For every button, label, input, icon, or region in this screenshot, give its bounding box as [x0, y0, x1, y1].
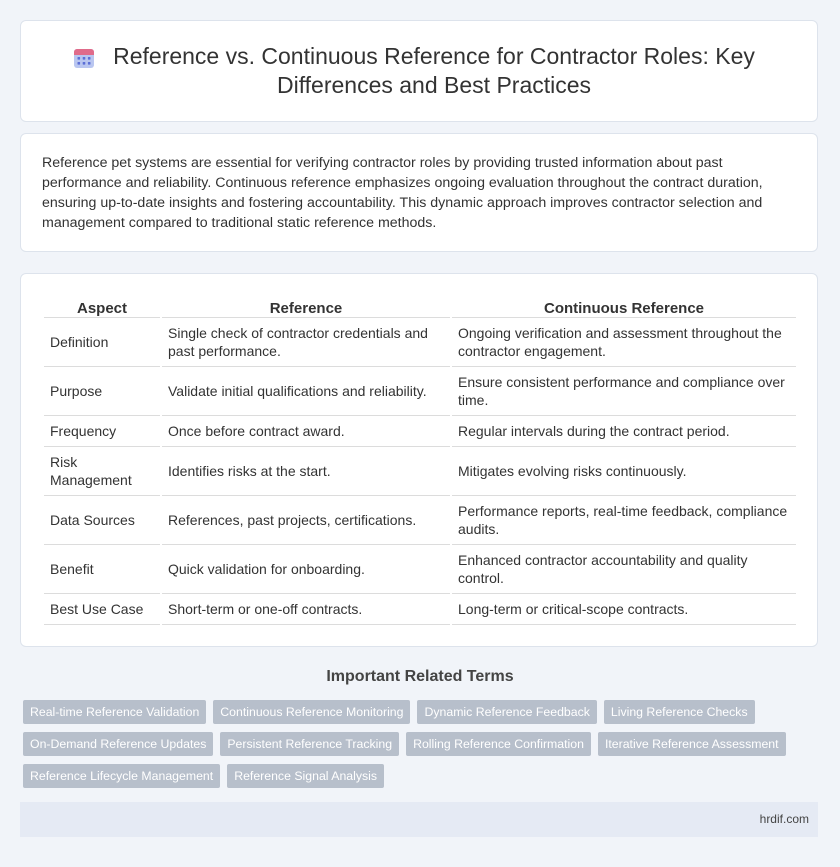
- footer-site-link[interactable]: hrdif.com: [759, 812, 809, 826]
- table-cell: Long-term or critical-scope contracts.: [452, 594, 796, 625]
- term-tag[interactable]: Rolling Reference Confirmation: [406, 732, 591, 756]
- table-row: [44, 367, 796, 416]
- term-tag[interactable]: On-Demand Reference Updates: [23, 732, 213, 756]
- table-cell: Risk Management: [44, 447, 160, 496]
- table-cell: Ensure consistent performance and compliance over time.: [452, 367, 796, 416]
- table-cell: Purpose: [44, 367, 160, 416]
- footer: [20, 802, 818, 837]
- table-cell: Mitigates evolving risks continuously.: [452, 447, 796, 496]
- table-cell: Ongoing verification and assessment throughout the contractor engagement.: [452, 318, 796, 367]
- table-row: [44, 496, 796, 545]
- term-tag[interactable]: Continuous Reference Monitoring: [213, 700, 410, 724]
- table-cell: Performance reports, real-time feedback, compliance audits.: [452, 496, 796, 545]
- table-row: [44, 318, 796, 367]
- related-terms-heading: Important Related Terms: [326, 668, 514, 685]
- table-cell: Single check of contractor credentials and past performance.: [162, 318, 450, 367]
- table-cell: Frequency: [44, 416, 160, 447]
- table-cell: Short-term or one-off contracts.: [162, 594, 450, 625]
- term-tag[interactable]: Reference Signal Analysis: [227, 764, 384, 788]
- table-row: [44, 447, 796, 496]
- table-cell: Data Sources: [44, 496, 160, 545]
- header-reference: Reference: [162, 295, 450, 318]
- page-title: Reference vs. Continuous Reference for Contractor Roles: Key Differences and Best Practices: [113, 43, 755, 98]
- table-row: [44, 594, 796, 625]
- table-cell: Definition: [44, 318, 160, 367]
- term-tag[interactable]: Dynamic Reference Feedback: [417, 700, 596, 724]
- term-tag[interactable]: Living Reference Checks: [604, 700, 755, 724]
- table-cell: Identifies risks at the start.: [162, 447, 450, 496]
- related-terms-list: [23, 700, 803, 788]
- comparison-card: [20, 273, 818, 647]
- table-row: [44, 416, 796, 447]
- header-aspect: Aspect: [44, 295, 160, 318]
- term-tag[interactable]: Reference Lifecycle Management: [23, 764, 220, 788]
- table-cell: Best Use Case: [44, 594, 160, 625]
- table-cell: Quick validation for onboarding.: [162, 545, 450, 594]
- title-card: [20, 20, 818, 122]
- table-cell: Benefit: [44, 545, 160, 594]
- table-cell: Enhanced contractor accountability and quality control.: [452, 545, 796, 594]
- header-continuous-reference: Continuous Reference: [452, 295, 796, 318]
- term-tag[interactable]: Iterative Reference Assessment: [598, 732, 786, 756]
- table-cell: References, past projects, certifications.: [162, 496, 450, 545]
- table-cell: Once before contract award.: [162, 416, 450, 447]
- term-tag[interactable]: Persistent Reference Tracking: [220, 732, 399, 756]
- table-cell: Validate initial qualifications and reliability.: [162, 367, 450, 416]
- intro-card: [20, 133, 818, 252]
- table-cell: Regular intervals during the contract period.: [452, 416, 796, 447]
- comparison-table: [42, 295, 798, 625]
- table-row: [44, 545, 796, 594]
- term-tag[interactable]: Real-time Reference Validation: [23, 700, 206, 724]
- intro-paragraph: Reference pet systems are essential for verifying contractor roles by providing trusted information about past performance and reliability. Continuous reference emphasizes ongoing evaluation throughout the contract duration, ensuring up-to-date insights and fostering accountability. This dynamic approach improves contractor selection and management compared to traditional static reference methods.: [42, 155, 763, 231]
